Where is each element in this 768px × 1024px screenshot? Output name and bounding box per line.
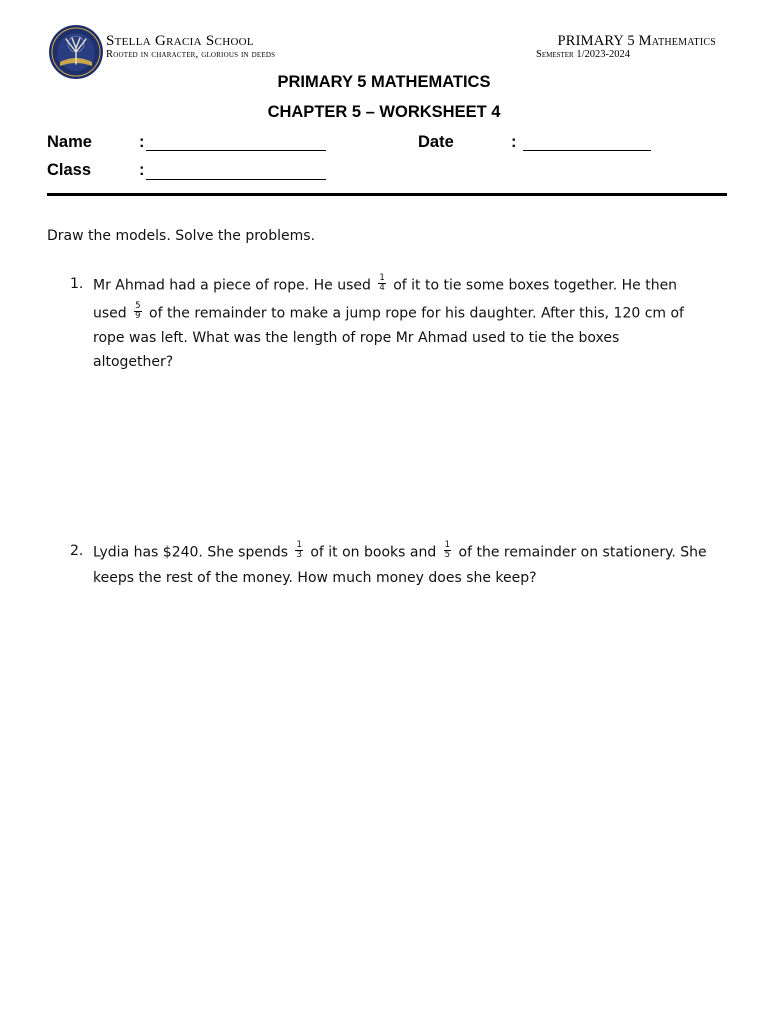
fraction-one-third <box>295 541 302 560</box>
fraction-denominator: 3 <box>296 550 302 560</box>
question-1-line-3: rope was left. What was the length of rope Mr Ahmad used to tie the boxes <box>93 330 620 346</box>
class-colon: : <box>139 161 145 179</box>
school-logo <box>48 24 104 80</box>
question-1-text: Mr Ahmad had a piece of rope. He used <box>93 277 371 294</box>
fraction-denominator: 5 <box>444 550 451 560</box>
fraction-denominator: 4 <box>379 283 385 293</box>
header-divider <box>47 193 727 196</box>
header-subject: PRIMARY 5 Mathematics <box>557 33 716 49</box>
name-colon: : <box>139 133 145 151</box>
name-blank[interactable] <box>146 150 326 151</box>
question-2-text: Lydia has $240. She spends <box>93 544 289 561</box>
question-1-line-1 <box>93 273 678 295</box>
date-blank[interactable] <box>523 150 651 151</box>
class-blank[interactable] <box>146 179 326 180</box>
school-motto: Rooted in character, glorious in deeds <box>106 49 276 60</box>
fraction-numerator: 1 <box>296 540 302 550</box>
question-1-line-4: altogether? <box>93 354 174 370</box>
fraction-numerator: 1 <box>379 273 385 283</box>
question-1-text: of the remainder to make a jump rope for his daughter. After this, 120 cm of <box>149 305 684 322</box>
question-1-text: used <box>93 305 127 322</box>
date-colon: : <box>511 133 517 151</box>
fraction-five-ninths <box>134 302 141 321</box>
question-2-number: 2. <box>70 543 84 559</box>
header-semester: Semester 1/2023-2024 <box>536 49 631 60</box>
question-1-number: 1. <box>70 276 84 292</box>
date-label: Date <box>418 133 454 151</box>
fraction-denominator: 9 <box>135 311 141 321</box>
fraction-numerator: 1 <box>444 540 451 550</box>
question-2-line-1 <box>93 540 707 562</box>
question-2-text: of the remainder on stationery. She <box>458 544 707 561</box>
worksheet-title: PRIMARY 5 MATHEMATICS <box>277 73 491 91</box>
question-1-text: of it to tie some boxes together. He then <box>393 277 678 294</box>
instruction-text: Draw the models. Solve the problems. <box>47 228 316 244</box>
fraction-numerator: 5 <box>135 301 141 311</box>
question-1-line-2 <box>93 301 684 323</box>
worksheet-subtitle: CHAPTER 5 – WORKSHEET 4 <box>267 103 501 121</box>
fraction-one-fifth <box>444 541 451 560</box>
fraction-one-quarter <box>378 274 385 293</box>
question-2-line-2: keeps the rest of the money. How much money does she keep? <box>93 570 537 586</box>
school-name: Stella Gracia School <box>106 33 254 49</box>
class-label: Class <box>47 161 92 179</box>
name-label: Name <box>47 133 92 151</box>
question-2-text: of it on books and <box>310 544 437 561</box>
